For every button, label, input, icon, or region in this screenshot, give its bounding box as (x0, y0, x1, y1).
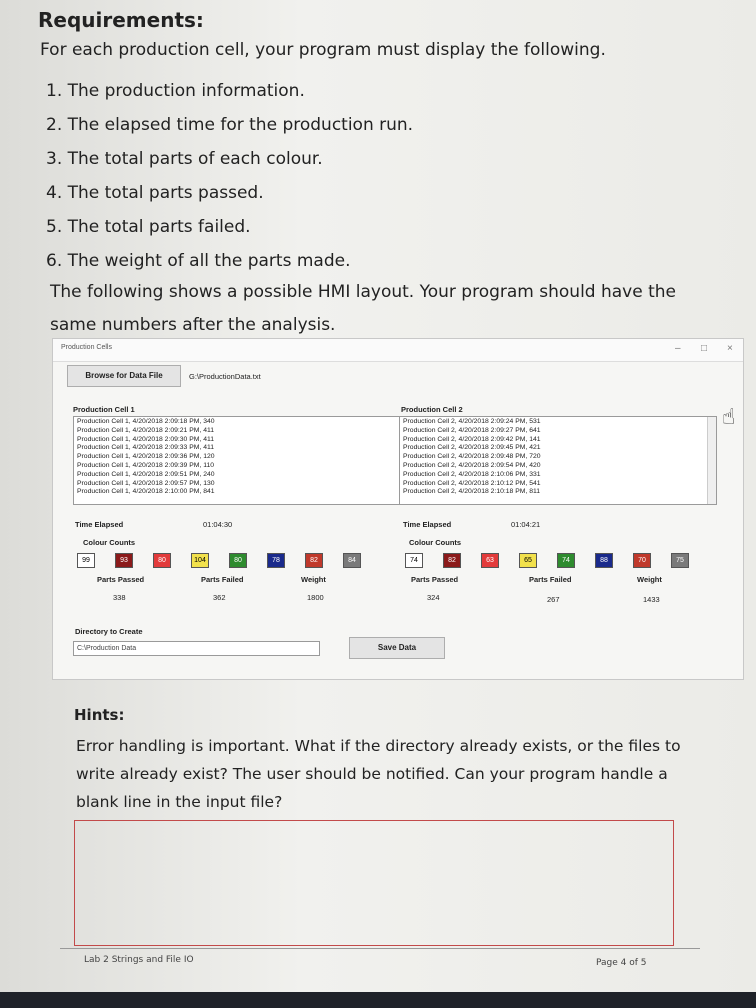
layout-note: The following shows a possible HMI layout. Your program should have the same numbers after the analysis. (50, 282, 676, 335)
directory-label: Directory to Create (75, 627, 143, 636)
requirements-list (46, 74, 413, 278)
requirement-item: 2. The elapsed time for the production run. (46, 115, 414, 135)
cell2-parts-passed-label: Parts Passed (411, 575, 459, 584)
browse-data-file-button[interactable]: Browse for Data File (67, 365, 181, 387)
cell1-label: Production Cell 1 (73, 405, 135, 414)
cell1-time-elapsed-label: Time Elapsed (75, 520, 124, 529)
hints-text: Error handling is important. What if the directory already exists, or the files to write already exist? The user should be notified. Can your program handle a blank line in the input file? (76, 737, 681, 811)
file-path-label: G:\ProductionData.txt (189, 372, 261, 381)
cell2-listbox[interactable] (399, 416, 717, 505)
footer-left: Lab 2 Strings and File IO (84, 955, 194, 965)
colour-count-swatch: 82 (443, 553, 461, 568)
colour-count-swatch: 88 (595, 553, 613, 568)
requirement-item: 4. The total parts passed. (46, 183, 264, 203)
cell1-weight-value: 1800 (307, 593, 324, 602)
list-item: Production Cell 2, 4/20/2018 2:09:42 PM, 141 (403, 435, 541, 443)
cell1-parts-passed-label: Parts Passed (97, 575, 145, 584)
requirements-intro: For each production cell, your program must display the following. (40, 40, 606, 60)
list-item: Production Cell 2, 4/20/2018 2:09:45 PM, 421 (403, 444, 541, 452)
colour-count-swatch: 80 (229, 553, 247, 568)
colour-count-swatch: 65 (519, 553, 537, 568)
hmi-window (52, 338, 744, 680)
colour-count-swatch: 75 (671, 553, 689, 568)
cell1-listbox[interactable] (73, 416, 411, 505)
requirement-item: 5. The total parts failed. (46, 217, 251, 237)
screen-bezel (0, 992, 756, 1008)
list-item: Production Cell 2, 4/20/2018 2:10:18 PM, 811 (403, 488, 541, 496)
hand-cursor-icon: ☝ (722, 405, 736, 430)
close-icon[interactable]: × (727, 343, 733, 354)
list-item: Production Cell 1, 4/20/2018 2:10:00 PM, 841 (77, 488, 215, 496)
colour-count-swatch: 78 (267, 553, 285, 568)
list-item: Production Cell 2, 4/20/2018 2:09:54 PM, 420 (403, 461, 541, 469)
list-item: Production Cell 2, 4/20/2018 2:09:27 PM, 641 (403, 426, 541, 434)
requirement-item: 1. The production information. (46, 81, 305, 101)
cell1-parts-failed-label: Parts Failed (201, 575, 244, 584)
requirement-item: 6. The weight of all the parts made. (46, 251, 351, 271)
footer-right: Page 4 of 5 (596, 958, 647, 968)
list-item: Production Cell 1, 4/20/2018 2:09:39 PM, 110 (77, 461, 215, 469)
cell2-time-elapsed-value: 01:04:21 (511, 520, 541, 529)
hmi-titlebar (53, 339, 743, 362)
list-item: Production Cell 2, 4/20/2018 2:09:48 PM, 720 (403, 453, 541, 461)
maximize-icon[interactable]: □ (701, 343, 708, 354)
answer-box[interactable] (74, 820, 674, 946)
list-item: Production Cell 1, 4/20/2018 2:09:57 PM, 130 (77, 479, 215, 487)
colour-count-swatch: 93 (115, 553, 133, 568)
cell1-time-elapsed-value: 01:04:30 (203, 520, 233, 529)
cell2-time-elapsed-label: Time Elapsed (403, 520, 452, 529)
cell2-weight-label: Weight (637, 575, 662, 584)
requirement-item: 3. The total parts of each colour. (46, 149, 323, 169)
hmi-window-title: Production Cells (61, 344, 112, 351)
list-item: Production Cell 1, 4/20/2018 2:09:18 PM, 340 (77, 418, 215, 425)
list-item: Production Cell 1, 4/20/2018 2:09:21 PM, 411 (77, 426, 215, 434)
cell1-colour-counts-label: Colour Counts (83, 538, 136, 547)
colour-count-swatch: 104 (191, 553, 209, 568)
list-item: Production Cell 1, 4/20/2018 2:09:33 PM, 411 (77, 444, 215, 452)
cell1-weight-label: Weight (301, 575, 326, 584)
cell2-colour-counts-label: Colour Counts (409, 538, 462, 547)
cell2-scrollbar[interactable] (707, 417, 716, 504)
directory-input[interactable]: C:\Production Data (73, 641, 320, 656)
list-item: Production Cell 2, 4/20/2018 2:10:12 PM, 541 (403, 479, 541, 487)
list-item: Production Cell 1, 4/20/2018 2:09:36 PM, 120 (77, 453, 215, 461)
footer-divider (60, 948, 700, 949)
colour-count-swatch: 63 (481, 553, 499, 568)
hints-title: Hints: (74, 706, 125, 724)
list-item: Production Cell 1, 4/20/2018 2:09:30 PM, 411 (77, 435, 215, 443)
colour-count-swatch: 84 (343, 553, 361, 568)
colour-count-swatch: 74 (405, 553, 423, 568)
cell2-parts-failed-value: 267 (547, 595, 560, 604)
cell2-label: Production Cell 2 (401, 405, 463, 414)
list-item: Production Cell 2, 4/20/2018 2:09:24 PM, 531 (403, 418, 541, 425)
cell1-parts-passed-value: 338 (113, 593, 126, 602)
cell2-parts-passed-value: 324 (427, 593, 440, 602)
save-data-button[interactable]: Save Data (349, 637, 445, 659)
cell2-weight-value: 1433 (643, 595, 660, 604)
colour-count-swatch: 74 (557, 553, 575, 568)
requirements-title: Requirements: (38, 8, 204, 32)
colour-count-swatch: 99 (77, 553, 95, 568)
minimize-icon[interactable]: – (675, 343, 681, 354)
colour-count-swatch: 82 (305, 553, 323, 568)
cell1-parts-failed-value: 362 (213, 593, 226, 602)
list-item: Production Cell 1, 4/20/2018 2:09:51 PM, 240 (77, 470, 215, 478)
colour-count-swatch: 80 (153, 553, 171, 568)
cell2-parts-failed-label: Parts Failed (529, 575, 572, 584)
colour-count-swatch: 70 (633, 553, 651, 568)
list-item: Production Cell 2, 4/20/2018 2:10:06 PM, 331 (403, 470, 541, 478)
